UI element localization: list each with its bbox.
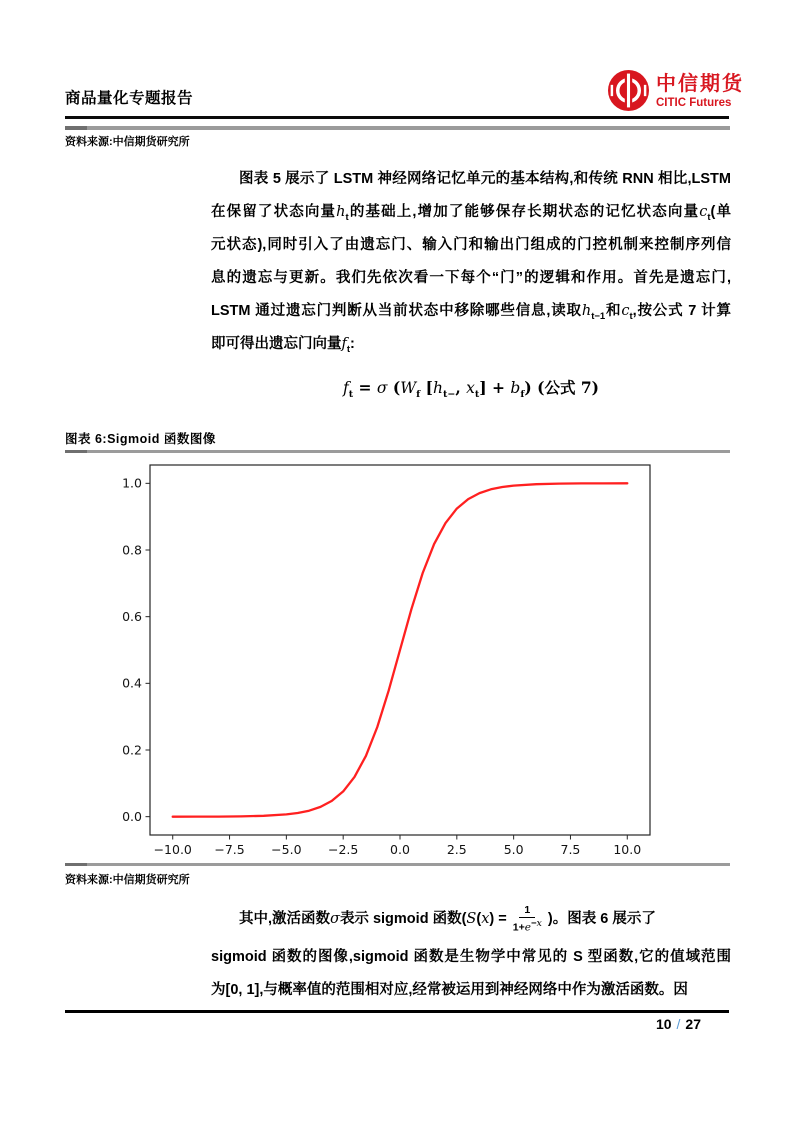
source-note-top: 资料来源:中信期货研究所 [65,136,190,148]
y-tick-label: 0.6 [122,608,142,624]
x-tick-label: −7.5 [214,842,245,857]
figure-caption: 图表 6:Sigmoid 函数图像 [65,432,216,446]
y-tick-label: 0.0 [122,808,142,824]
sigmoid-chart [65,455,730,857]
logo-name-en: CITIC Futures [656,96,732,109]
citic-futures-logo [608,70,744,111]
report-type-title: 商品量化专题报告 [65,90,194,107]
x-tick-label: 5.0 [503,842,524,857]
y-tick-label: 0.2 [122,742,142,758]
y-tick-label: 0.8 [122,542,142,558]
y-tick-label: 0.4 [122,675,142,691]
divider-caption [65,450,730,453]
x-tick-label: 0.0 [390,842,410,857]
text-line [211,897,731,941]
citic-logo-icon [608,70,649,111]
logo-name-zh: 中信期货 [656,72,744,95]
x-tick-label: −2.5 [328,842,359,857]
page-number [65,1016,729,1032]
logo-text [656,72,744,110]
text-line: 在保留了状态向量$h_t$的基础上,增加了能够保存长期状态的记忆状态向量$c_t$(单 [211,204,731,223]
divider-figure-bottom [65,863,730,866]
text-line: 为[0, 1],与概率值的范围相对应,经常被运用到神经网络中作为激活函数。因 [211,982,688,998]
x-tick-label: 2.5 [446,842,467,857]
text-line: sigmoid 函数的图像,sigmoid 函数是生物学中常见的 S 型函数,它的值域范围 [211,949,731,965]
page-total: 27 [685,1016,701,1032]
line-post-text: )。图表 6 展示了 [547,911,656,927]
text-line: 图表 5 展示了 LSTM 神经网络记忆单元的基本结构,和传统 RNN 相比,LSTM [239,171,731,187]
paragraph-lstm [211,163,731,361]
formula-forget-gate: $f_t = \sigma$ ($W_f$ [$h_{t-}$, $x_t] + b_f$) (公式 7) [342,378,600,401]
page-separator: / [676,1016,681,1032]
line-pre-text: 其中,激活函数σ表示 sigmoid 函数(S(x) = [239,911,507,927]
sigmoid-fraction [513,904,542,935]
fraction-denominator: $1+e^{-x}$ [512,917,542,934]
divider-top [65,126,730,130]
sigmoid-chart-figure [65,455,730,857]
text-line: 元状态),同时引入了由遗忘门、输入门和输出门组成的门控机制来控制序列信 [211,237,731,253]
x-tick-label: 10.0 [613,842,642,857]
header-rule [65,116,729,119]
x-tick-label: 7.5 [560,842,581,857]
text-line: 息的遗忘与更新。我们先依次看一下每个“门”的逻辑和作用。首先是遗忘门, [211,270,731,286]
text-line: LSTM 通过遗忘门判断从当前状态中移除哪些信息,读取$h_{t-1}$和$c_t$,按公式 7 计算 [211,303,731,322]
source-note-figure: 资料来源:中信期货研究所 [65,874,190,886]
page-current: 10 [655,1016,672,1032]
text-line: 即可得出遗忘门向量$f_t$: [211,336,355,355]
paragraph-sigmoid-rest [211,941,731,1007]
y-tick-label: 1.0 [122,475,142,491]
paragraph-sigmoid [211,897,731,1007]
x-tick-label: −5.0 [271,842,302,857]
fraction-numerator: 1 [519,904,535,918]
x-tick-label: −10.0 [153,842,192,857]
footer-rule [65,1010,729,1013]
